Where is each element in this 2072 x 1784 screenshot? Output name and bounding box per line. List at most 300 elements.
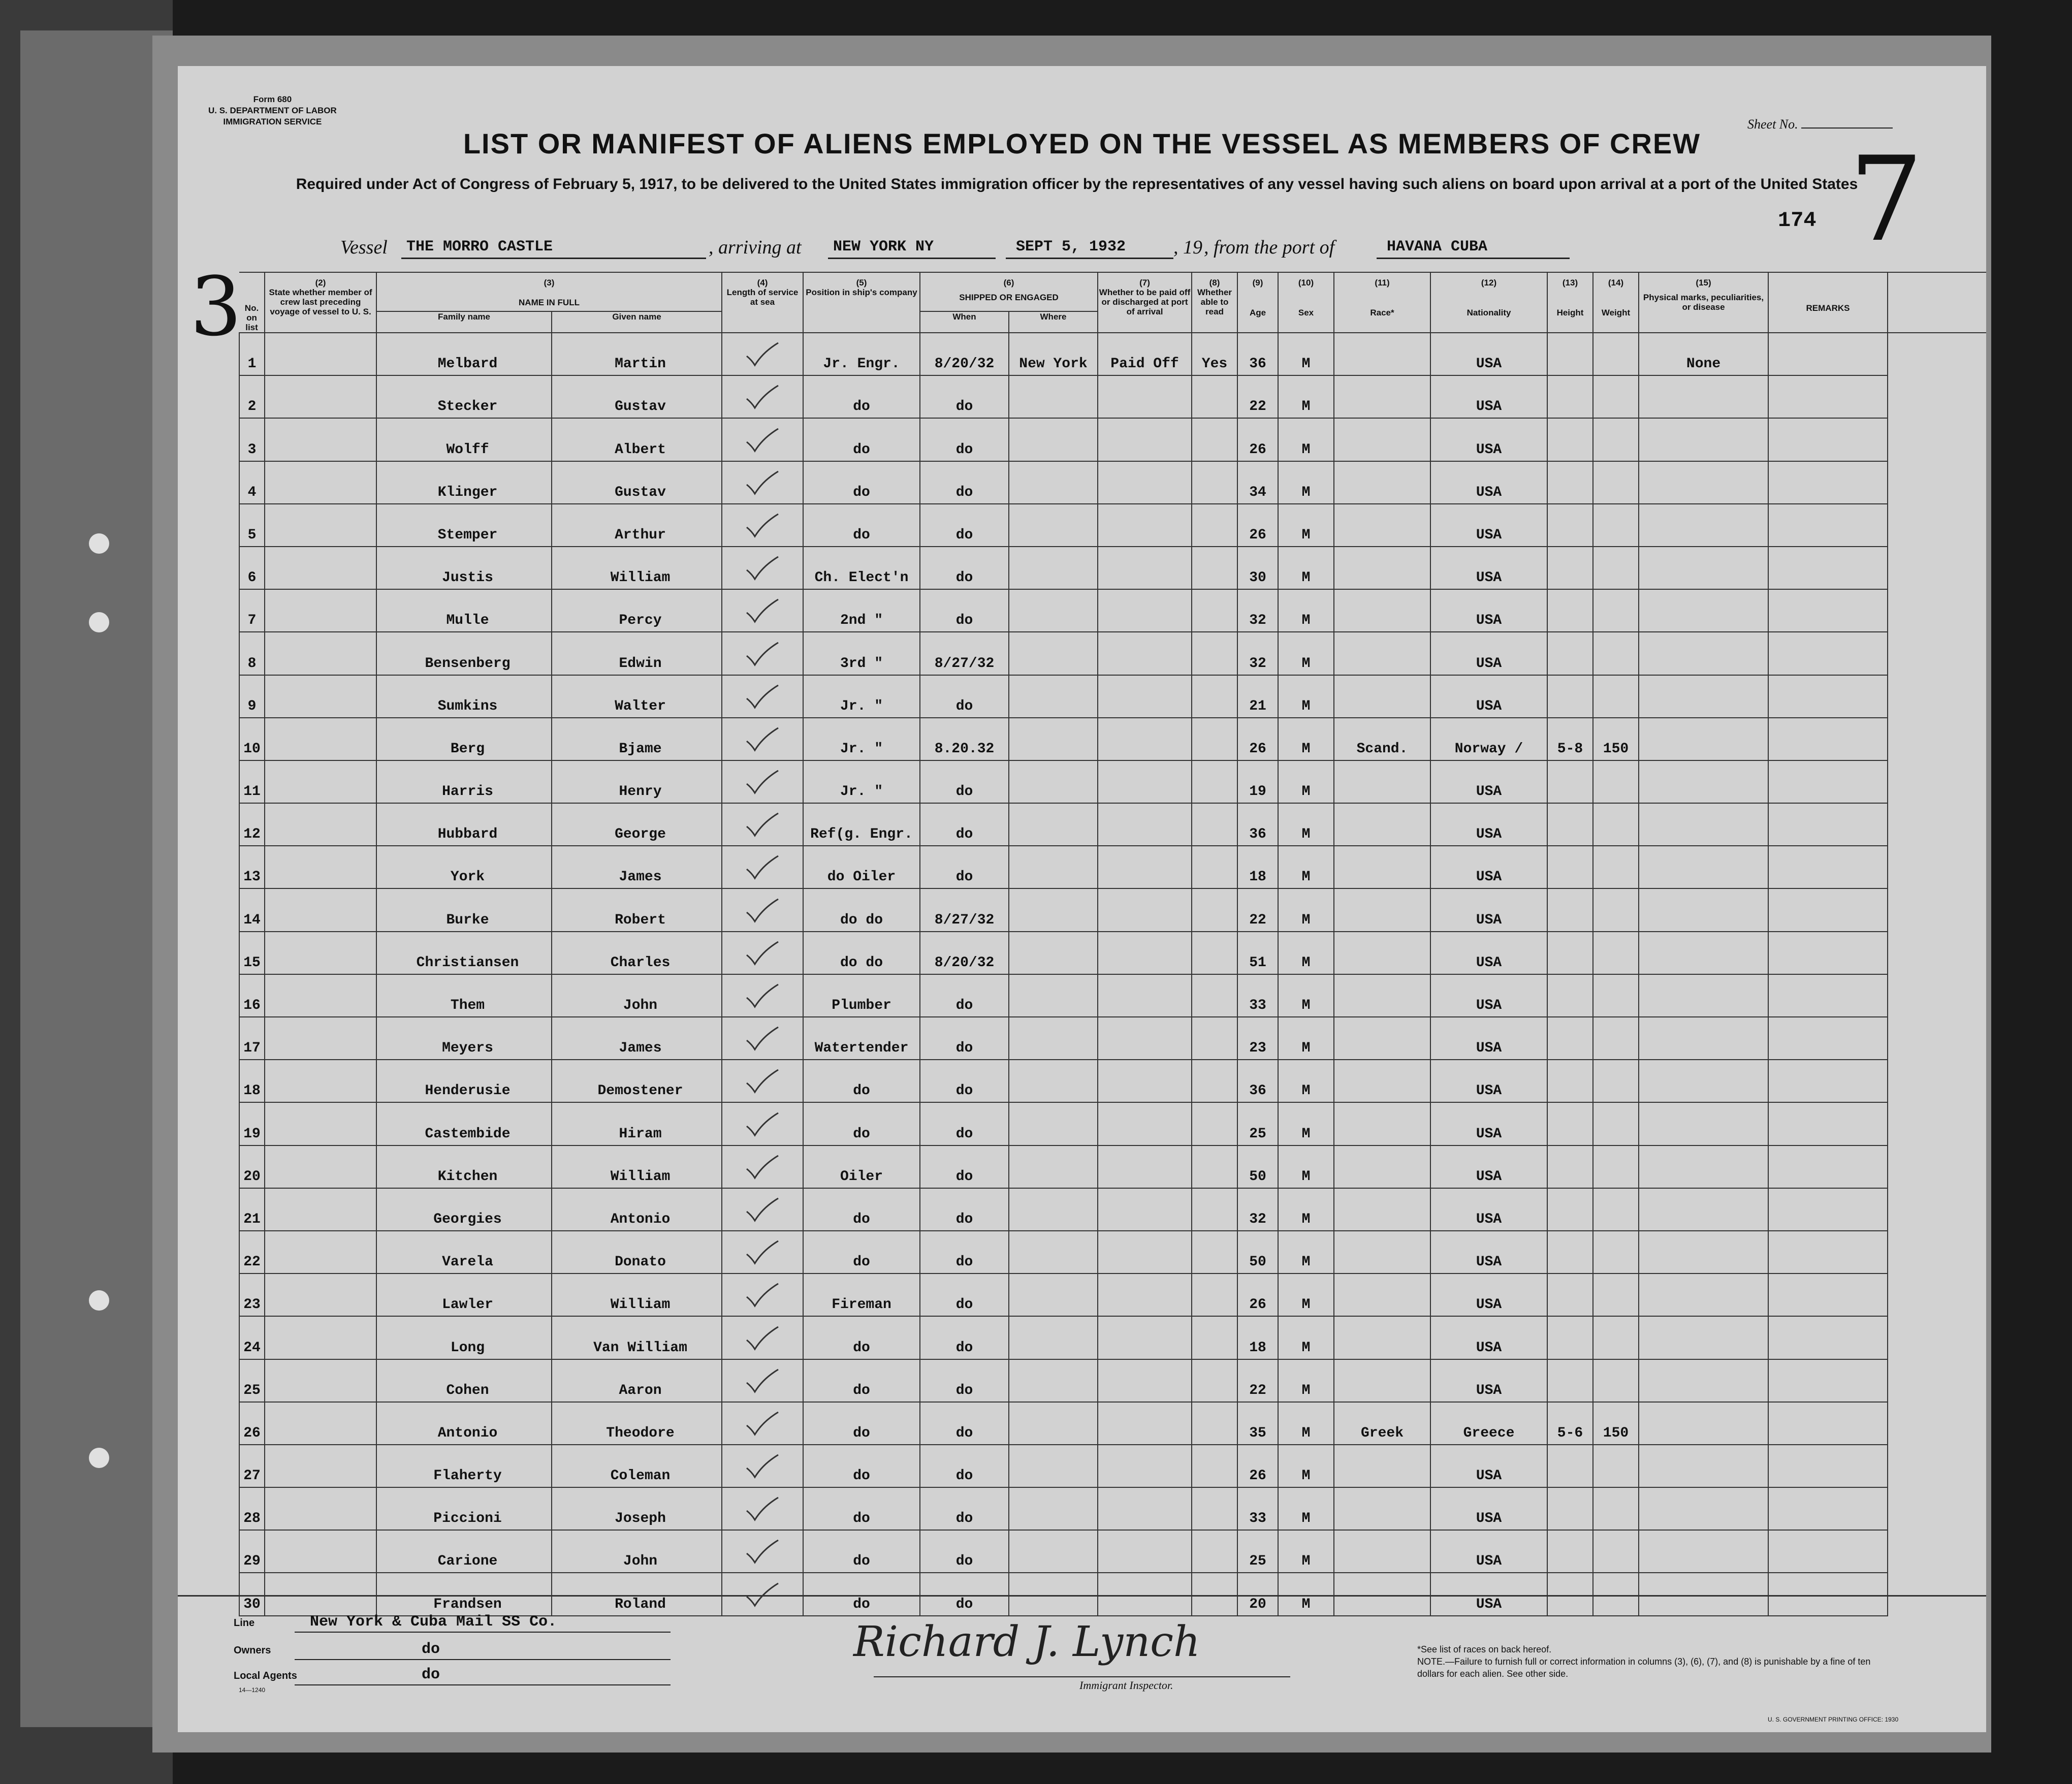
position-cell: do	[803, 1445, 920, 1487]
race-cell	[1334, 1273, 1430, 1316]
sex-cell: M	[1278, 1359, 1334, 1402]
position-cell: do	[803, 1231, 920, 1273]
col-name-header: (3) NAME IN FULL	[376, 272, 722, 311]
weight-cell	[1593, 1316, 1639, 1359]
service-cell	[722, 632, 803, 675]
table-row	[239, 1445, 1986, 1487]
weight-cell	[1593, 1017, 1639, 1060]
col-marks-header: (15) Physical marks, peculiarities, or disease	[1639, 272, 1768, 333]
nationality-cell: USA	[1430, 1017, 1547, 1060]
when-cell: 8/27/32	[920, 888, 1009, 931]
row-number-cell: 6	[239, 547, 265, 589]
read-cell	[1192, 375, 1237, 418]
height-cell	[1547, 846, 1593, 888]
weight-cell: 150	[1593, 1402, 1639, 1445]
footer-divider	[178, 1595, 1986, 1597]
paid-off-cell	[1098, 375, 1192, 418]
row-number-cell: 9	[239, 675, 265, 718]
given-name-cell: Aaron	[552, 1359, 722, 1402]
age-cell: 32	[1237, 589, 1278, 632]
weight-cell	[1593, 1060, 1639, 1102]
when-cell: 8/20/32	[920, 333, 1009, 375]
when-cell: do	[920, 846, 1009, 888]
marks-cell	[1639, 760, 1768, 803]
last-voyage-cell	[265, 718, 376, 760]
position-cell: 3rd "	[803, 632, 920, 675]
last-voyage-cell	[265, 1573, 376, 1615]
nationality-cell: USA	[1430, 1231, 1547, 1273]
where-cell	[1009, 1530, 1098, 1573]
weight-cell	[1593, 803, 1639, 846]
when-cell: do	[920, 1316, 1009, 1359]
row-number-cell: 25	[239, 1359, 265, 1402]
marks-cell	[1639, 932, 1768, 974]
table-row	[239, 632, 1986, 675]
read-cell	[1192, 974, 1237, 1017]
read-cell	[1192, 1273, 1237, 1316]
col-read-header: (8) Whether able to read	[1192, 272, 1237, 333]
nationality-cell: USA	[1430, 932, 1547, 974]
col-no-header: No. on list	[239, 272, 265, 333]
service-cell	[722, 1188, 803, 1231]
paid-off-cell	[1098, 675, 1192, 718]
remarks-cell	[1768, 547, 1888, 589]
position-cell: Watertender	[803, 1017, 920, 1060]
remarks-cell	[1768, 974, 1888, 1017]
checkmark-icon	[745, 770, 780, 795]
height-cell	[1547, 803, 1593, 846]
paid-off-cell	[1098, 1445, 1192, 1487]
marks-cell	[1639, 461, 1768, 504]
row-number-cell: 5	[239, 504, 265, 547]
vessel-label: Vessel	[340, 237, 388, 258]
remarks-cell	[1768, 932, 1888, 974]
when-cell: do	[920, 461, 1009, 504]
where-cell	[1009, 1188, 1098, 1231]
col-age-header: (9) Age	[1237, 272, 1278, 333]
nationality-cell: USA	[1430, 504, 1547, 547]
binder-cover	[20, 30, 173, 1727]
height-cell	[1547, 333, 1593, 375]
race-cell	[1334, 1487, 1430, 1530]
table-row	[239, 1316, 1986, 1359]
marks-cell	[1639, 803, 1768, 846]
paid-off-cell	[1098, 760, 1192, 803]
form-header	[208, 94, 337, 128]
service-cell	[722, 974, 803, 1017]
table-row	[239, 718, 1986, 760]
weight-cell	[1593, 1145, 1639, 1188]
sex-cell: M	[1278, 675, 1334, 718]
col-shipped-header: (6) SHIPPED OR ENGAGED	[920, 272, 1098, 311]
age-cell: 36	[1237, 333, 1278, 375]
last-voyage-cell	[265, 1445, 376, 1487]
remarks-cell	[1768, 1188, 1888, 1231]
printer-imprint: U. S. GOVERNMENT PRINTING OFFICE: 1930	[1768, 1716, 1899, 1723]
marks-cell	[1639, 504, 1768, 547]
marks-cell	[1639, 1487, 1768, 1530]
family-name-cell: Georgies	[376, 1188, 552, 1231]
marks-cell: None	[1639, 333, 1768, 375]
family-name-cell: Frandsen	[376, 1573, 552, 1615]
read-cell	[1192, 760, 1237, 803]
weight-cell: 150	[1593, 718, 1639, 760]
sex-cell: M	[1278, 589, 1334, 632]
given-name-cell: William	[552, 1273, 722, 1316]
nationality-cell: USA	[1430, 1060, 1547, 1102]
where-cell	[1009, 1359, 1098, 1402]
paid-off-cell	[1098, 547, 1192, 589]
row-number-cell: 10	[239, 718, 265, 760]
read-cell	[1192, 1102, 1237, 1145]
position-cell: Ref(g. Engr.	[803, 803, 920, 846]
weight-cell	[1593, 888, 1639, 931]
remarks-cell	[1768, 418, 1888, 461]
age-cell: 26	[1237, 418, 1278, 461]
col-remarks-header: REMARKS	[1768, 272, 1888, 333]
service-cell	[722, 1231, 803, 1273]
position-cell: do	[803, 1316, 920, 1359]
when-cell: do	[920, 1145, 1009, 1188]
where-cell	[1009, 1573, 1098, 1615]
service-cell	[722, 803, 803, 846]
marks-cell	[1639, 1445, 1768, 1487]
row-number-cell: 24	[239, 1316, 265, 1359]
position-cell: do	[803, 1530, 920, 1573]
paid-off-cell	[1098, 888, 1192, 931]
when-cell: do	[920, 504, 1009, 547]
height-cell	[1547, 974, 1593, 1017]
height-cell	[1547, 632, 1593, 675]
when-cell: do	[920, 1445, 1009, 1487]
when-cell: do	[920, 760, 1009, 803]
where-cell	[1009, 1060, 1098, 1102]
service-cell	[722, 760, 803, 803]
table-row	[239, 333, 1986, 375]
line-label: Line	[234, 1617, 255, 1629]
nationality-cell: USA	[1430, 1445, 1547, 1487]
col-height-header: (13) Height	[1547, 272, 1593, 333]
age-cell: 26	[1237, 718, 1278, 760]
age-cell: 25	[1237, 1102, 1278, 1145]
last-voyage-cell	[265, 1359, 376, 1402]
read-cell	[1192, 1530, 1237, 1573]
row-number-cell: 22	[239, 1231, 265, 1273]
paid-off-cell	[1098, 1231, 1192, 1273]
paid-off-cell	[1098, 1273, 1192, 1316]
when-cell: do	[920, 1060, 1009, 1102]
row-number-cell: 17	[239, 1017, 265, 1060]
row-number-cell: 3	[239, 418, 265, 461]
family-name-cell: Harris	[376, 760, 552, 803]
checkmark-icon	[745, 470, 780, 496]
last-voyage-cell	[265, 333, 376, 375]
when-cell: do	[920, 1102, 1009, 1145]
remarks-cell	[1768, 1017, 1888, 1060]
weight-cell	[1593, 1273, 1639, 1316]
when-cell: do	[920, 803, 1009, 846]
marks-cell	[1639, 974, 1768, 1017]
read-cell	[1192, 1060, 1237, 1102]
nationality-cell: USA	[1430, 803, 1547, 846]
position-cell: do	[803, 1102, 920, 1145]
race-cell	[1334, 1102, 1430, 1145]
marks-cell	[1639, 1573, 1768, 1615]
service-cell	[722, 718, 803, 760]
marks-cell	[1639, 675, 1768, 718]
remarks-cell	[1768, 1573, 1888, 1615]
race-cell	[1334, 1359, 1430, 1402]
weight-cell	[1593, 846, 1639, 888]
race-cell	[1334, 1573, 1430, 1615]
when-cell: do	[920, 1188, 1009, 1231]
family-name-cell: Burke	[376, 888, 552, 931]
height-cell	[1547, 547, 1593, 589]
paid-off-cell	[1098, 1188, 1192, 1231]
weight-cell	[1593, 1231, 1639, 1273]
race-cell	[1334, 1530, 1430, 1573]
sex-cell: M	[1278, 418, 1334, 461]
signature-line	[874, 1676, 1290, 1677]
position-cell: do	[803, 504, 920, 547]
given-name-cell: John	[552, 1530, 722, 1573]
remarks-cell	[1768, 1402, 1888, 1445]
table-row	[239, 888, 1986, 931]
row-number-cell: 13	[239, 846, 265, 888]
paid-off-cell	[1098, 1145, 1192, 1188]
sex-cell: M	[1278, 760, 1334, 803]
age-cell: 25	[1237, 1530, 1278, 1573]
family-name-cell: Berg	[376, 718, 552, 760]
row-number-cell: 11	[239, 760, 265, 803]
age-cell: 26	[1237, 504, 1278, 547]
table-row	[239, 1573, 1986, 1615]
vessel-name: THE MORRO CASTLE	[406, 238, 553, 256]
where-cell	[1009, 888, 1098, 931]
row-number-cell: 14	[239, 888, 265, 931]
where-cell	[1009, 1402, 1098, 1445]
remarks-cell	[1768, 718, 1888, 760]
sex-cell: M	[1278, 1273, 1334, 1316]
family-name-cell: Klinger	[376, 461, 552, 504]
nationality-cell: USA	[1430, 589, 1547, 632]
last-voyage-cell	[265, 1487, 376, 1530]
checkmark-icon	[745, 513, 780, 538]
nationality-cell: USA	[1430, 675, 1547, 718]
read-cell	[1192, 846, 1237, 888]
remarks-cell	[1768, 1487, 1888, 1530]
table-row	[239, 504, 1986, 547]
marks-cell	[1639, 375, 1768, 418]
where-cell	[1009, 1231, 1098, 1273]
arrival-date: SEPT 5, 1932	[1016, 238, 1126, 256]
nationality-cell: USA	[1430, 1188, 1547, 1231]
position-cell: do Oiler	[803, 846, 920, 888]
table-row	[239, 1487, 1986, 1530]
service-cell	[722, 846, 803, 888]
where-cell	[1009, 803, 1098, 846]
race-cell	[1334, 418, 1430, 461]
nationality-cell: USA	[1430, 1487, 1547, 1530]
nationality-cell: USA	[1430, 418, 1547, 461]
where-cell	[1009, 1273, 1098, 1316]
height-cell	[1547, 1102, 1593, 1145]
service-cell	[722, 1530, 803, 1573]
service-cell	[722, 1402, 803, 1445]
where-cell	[1009, 1445, 1098, 1487]
checkmark-icon	[745, 855, 780, 880]
given-name-cell: Walter	[552, 675, 722, 718]
checkmark-icon	[745, 598, 780, 624]
checkmark-icon	[745, 642, 780, 667]
service-cell	[722, 1102, 803, 1145]
read-cell	[1192, 418, 1237, 461]
checkmark-icon	[745, 1112, 780, 1137]
sex-cell: M	[1278, 1316, 1334, 1359]
checkmark-icon	[745, 342, 780, 367]
sex-cell: M	[1278, 504, 1334, 547]
table-row	[239, 1188, 1986, 1231]
service-cell	[722, 1145, 803, 1188]
given-name-cell: James	[552, 1017, 722, 1060]
row-number-cell: 2	[239, 375, 265, 418]
race-cell: Scand.	[1334, 718, 1430, 760]
when-cell: do	[920, 675, 1009, 718]
family-name-cell: Hubbard	[376, 803, 552, 846]
table-row	[239, 932, 1986, 974]
last-voyage-cell	[265, 803, 376, 846]
paid-off-cell	[1098, 504, 1192, 547]
family-name-cell: Lawler	[376, 1273, 552, 1316]
col-position-header: (5) Position in ship's company	[803, 272, 920, 333]
height-cell	[1547, 1530, 1593, 1573]
table-row	[239, 846, 1986, 888]
read-cell	[1192, 1445, 1237, 1487]
age-cell: 33	[1237, 974, 1278, 1017]
race-cell	[1334, 1145, 1430, 1188]
family-name-cell: Castembide	[376, 1102, 552, 1145]
read-cell	[1192, 1402, 1237, 1445]
read-cell	[1192, 589, 1237, 632]
last-voyage-cell	[265, 888, 376, 931]
where-cell	[1009, 974, 1098, 1017]
sex-cell: M	[1278, 932, 1334, 974]
age-cell: 19	[1237, 760, 1278, 803]
owners-label: Owners	[234, 1645, 271, 1656]
last-voyage-cell	[265, 1017, 376, 1060]
height-cell	[1547, 1445, 1593, 1487]
table-row	[239, 418, 1986, 461]
row-number-cell: 29	[239, 1530, 265, 1573]
nationality-cell: USA	[1430, 846, 1547, 888]
sex-cell: M	[1278, 333, 1334, 375]
nationality-cell: USA	[1430, 632, 1547, 675]
position-cell: do	[803, 1487, 920, 1530]
where-cell	[1009, 1145, 1098, 1188]
table-row	[239, 974, 1986, 1017]
when-cell: do	[920, 589, 1009, 632]
where-cell	[1009, 932, 1098, 974]
last-voyage-cell	[265, 461, 376, 504]
position-cell: do	[803, 1188, 920, 1231]
read-cell	[1192, 547, 1237, 589]
remarks-cell	[1768, 589, 1888, 632]
race-cell	[1334, 375, 1430, 418]
page-subtitle: Required under Act of Congress of February 5, 1917, to be delivered to the United States immigration officer by the representatives of any vessel having such aliens on board upon arrival at a port of the United States	[296, 176, 1858, 193]
row-number-cell: 12	[239, 803, 265, 846]
read-cell	[1192, 1359, 1237, 1402]
read-cell	[1192, 1145, 1237, 1188]
sheet-no-label: Sheet No.	[1747, 117, 1893, 132]
height-cell	[1547, 504, 1593, 547]
race-cell	[1334, 760, 1430, 803]
race-cell	[1334, 589, 1430, 632]
nationality-cell: USA	[1430, 1273, 1547, 1316]
inspector-label: Immigrant Inspector.	[1079, 1679, 1173, 1692]
margin-mark: 3	[190, 259, 242, 354]
age-cell: 18	[1237, 1316, 1278, 1359]
position-cell: Jr. "	[803, 718, 920, 760]
given-name-cell: Joseph	[552, 1487, 722, 1530]
service-cell	[722, 1017, 803, 1060]
service-cell	[722, 461, 803, 504]
where-cell	[1009, 418, 1098, 461]
given-name-cell: Theodore	[552, 1402, 722, 1445]
sex-cell: M	[1278, 1060, 1334, 1102]
race-cell	[1334, 1231, 1430, 1273]
table-row	[239, 803, 1986, 846]
service-cell	[722, 1316, 803, 1359]
checkmark-icon	[745, 1240, 780, 1265]
read-cell	[1192, 461, 1237, 504]
last-voyage-cell	[265, 1102, 376, 1145]
height-cell	[1547, 418, 1593, 461]
weight-cell	[1593, 504, 1639, 547]
when-cell: do	[920, 1573, 1009, 1615]
sex-cell: M	[1278, 1487, 1334, 1530]
age-cell: 22	[1237, 1359, 1278, 1402]
read-cell	[1192, 1017, 1237, 1060]
crew-manifest-table	[239, 272, 1986, 1616]
height-cell	[1547, 1487, 1593, 1530]
age-cell: 22	[1237, 375, 1278, 418]
where-cell	[1009, 1316, 1098, 1359]
table-row	[239, 1273, 1986, 1316]
marks-cell	[1639, 1188, 1768, 1231]
family-name-cell: York	[376, 846, 552, 888]
checkmark-icon	[745, 983, 780, 1009]
form-number: Form 680	[253, 94, 292, 104]
weight-cell	[1593, 974, 1639, 1017]
page-title: LIST OR MANIFEST OF ALIENS EMPLOYED ON THE VESSEL AS MEMBERS OF CREW	[463, 128, 1701, 160]
row-number-cell: 28	[239, 1487, 265, 1530]
sex-cell: M	[1278, 718, 1334, 760]
position-cell: Jr. "	[803, 675, 920, 718]
remarks-cell	[1768, 632, 1888, 675]
checkmark-icon	[745, 812, 780, 838]
remarks-cell	[1768, 1060, 1888, 1102]
race-cell	[1334, 1060, 1430, 1102]
read-cell	[1192, 803, 1237, 846]
weight-cell	[1593, 932, 1639, 974]
given-name-cell: Charles	[552, 932, 722, 974]
nationality-cell: Greece	[1430, 1402, 1547, 1445]
when-cell: do	[920, 375, 1009, 418]
inspector-signature: Richard J. Lynch	[853, 1618, 1200, 1666]
height-cell	[1547, 1060, 1593, 1102]
arriving-port: NEW YORK NY	[833, 238, 934, 256]
checkmark-icon	[745, 1069, 780, 1094]
